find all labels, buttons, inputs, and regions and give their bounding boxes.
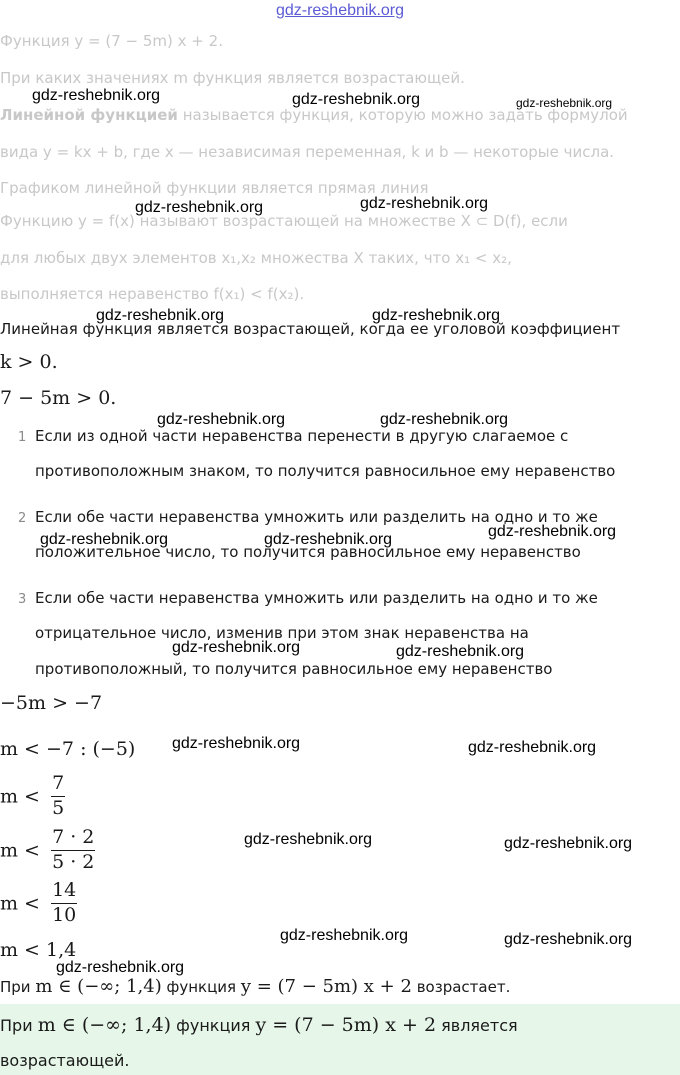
conclusion-middle: функция	[166, 978, 237, 996]
increasing-def-2: для любых двух элементов x₁,x₂ множества X таких, что x₁ < x₂,	[0, 249, 512, 267]
rule-3-line-3: противоположный, то получится равносильное ему неравенство	[35, 660, 553, 678]
rule-1-number: 1	[18, 430, 27, 445]
rule-2-line-1: Если обе части неравенства умножить или разделить на одно и то же	[35, 508, 598, 526]
watermark: gdz-reshebnik.org	[292, 91, 421, 108]
step-4-fraction	[51, 826, 95, 875]
watermark: gdz-reshebnik.org	[157, 411, 286, 428]
conclusion-suffix: возрастает.	[416, 978, 511, 996]
rule-1-line-1: Если из одной части неравенства перенести в другую слагаемое с	[35, 427, 569, 445]
step-3-denominator: 5	[52, 796, 65, 819]
conclusion-prefix: При	[0, 978, 31, 996]
watermark: gdz-reshebnik.org	[360, 195, 489, 212]
watermark: gdz-reshebnik.org	[244, 831, 373, 848]
answer-line-2: возрастающей.	[0, 1051, 130, 1070]
rule-3-number: 3	[18, 592, 27, 607]
watermark: gdz-reshebnik.org	[40, 531, 169, 548]
step-4-numerator: 7 · 2	[51, 826, 95, 851]
watermark: gdz-reshebnik.org	[280, 927, 409, 944]
step-3	[0, 772, 65, 821]
step-5	[0, 879, 77, 928]
step-4	[0, 826, 95, 875]
watermark: gdz-reshebnik.org	[172, 735, 301, 752]
task-line-2: При каких значениях m функция является возрастающей.	[0, 69, 465, 87]
rule-1-line-2: противоположным знаком, то получится равносильное ему неравенство	[35, 462, 616, 480]
watermark: gdz-reshebnik.org	[468, 739, 597, 756]
watermark: gdz-reshebnik.org	[396, 643, 525, 660]
answer-function: y = (7 − 5m) x + 2	[255, 1014, 437, 1036]
definition-text: называется функция, которую можно задать формулой	[177, 106, 628, 124]
definition-term: Линейной функцией	[0, 106, 178, 124]
step-4-lhs: m <	[0, 839, 40, 862]
step-6: m < 1,4	[0, 939, 77, 961]
answer-suffix: является	[441, 1016, 518, 1035]
watermark-link[interactable]: gdz-reshebnik.org	[275, 2, 405, 19]
watermark: gdz-reshebnik.org	[172, 639, 301, 656]
rule-2-number: 2	[18, 511, 27, 526]
answer-box	[0, 1004, 680, 1075]
watermark: gdz-reshebnik.org	[96, 307, 225, 324]
watermark: gdz-reshebnik.org	[380, 411, 509, 428]
step-2: m < −7 : (−5)	[0, 738, 136, 760]
rule-2-line-2: положительное число, то получится равносильное ему неравенство	[35, 543, 581, 561]
condition-inequality: 7 − 5m > 0.	[0, 387, 117, 409]
increasing-def-1: Функцию y = f(x) называют возрастающей на множестве X ⊂ D(f), если	[0, 212, 568, 230]
answer-middle: функция	[176, 1016, 251, 1035]
watermark: gdz-reshebnik.org	[516, 96, 613, 110]
task-line-1: Функция y = (7 − 5m) x + 2.	[0, 32, 223, 50]
watermark: gdz-reshebnik.org	[264, 531, 393, 548]
step-3-numerator: 7	[51, 772, 65, 797]
step-5-numerator: 14	[51, 879, 77, 904]
conclusion-set: m ∈ (−∞; 1,4)	[35, 976, 162, 997]
watermark: gdz-reshebnik.org	[32, 87, 161, 104]
step-1: −5m > −7	[0, 692, 103, 714]
condition-k: k > 0.	[0, 351, 58, 373]
conclusion	[0, 976, 510, 997]
answer-line-1	[0, 1014, 518, 1036]
conclusion-function: y = (7 − 5m) x + 2	[240, 976, 412, 997]
step-3-fraction	[51, 772, 65, 821]
watermark: gdz-reshebnik.org	[504, 835, 633, 852]
step-5-fraction	[51, 879, 77, 928]
watermark: gdz-reshebnik.org	[504, 931, 633, 948]
answer-prefix: При	[0, 1016, 33, 1035]
watermark: gdz-reshebnik.org	[56, 959, 185, 976]
rule-3-line-1: Если обе части неравенства умножить или разделить на одно и то же	[35, 589, 598, 607]
answer-set: m ∈ (−∞; 1,4)	[37, 1014, 172, 1036]
step-3-lhs: m <	[0, 785, 40, 808]
increasing-def-3: выполняется неравенство f(x₁) < f(x₂).	[0, 285, 305, 303]
solution-statement: Линейная функция является возрастающей, когда ее уголовой коэффициент	[0, 320, 621, 338]
step-5-lhs: m <	[0, 892, 40, 915]
step-5-denominator: 10	[52, 903, 77, 926]
definition-line-2: вида y = kx + b, где x — независимая переменная, k и b — некоторые числа.	[0, 143, 615, 161]
watermark: gdz-reshebnik.org	[372, 307, 501, 324]
graph-note: Графиком линейной функции является прямая линия	[0, 179, 429, 197]
watermark: gdz-reshebnik.org	[488, 523, 617, 540]
watermark: gdz-reshebnik.org	[135, 199, 264, 216]
step-4-denominator: 5 · 2	[52, 850, 95, 873]
rule-3-line-2: отрицательное число, изменив при этом знак неравенства на	[35, 624, 529, 642]
